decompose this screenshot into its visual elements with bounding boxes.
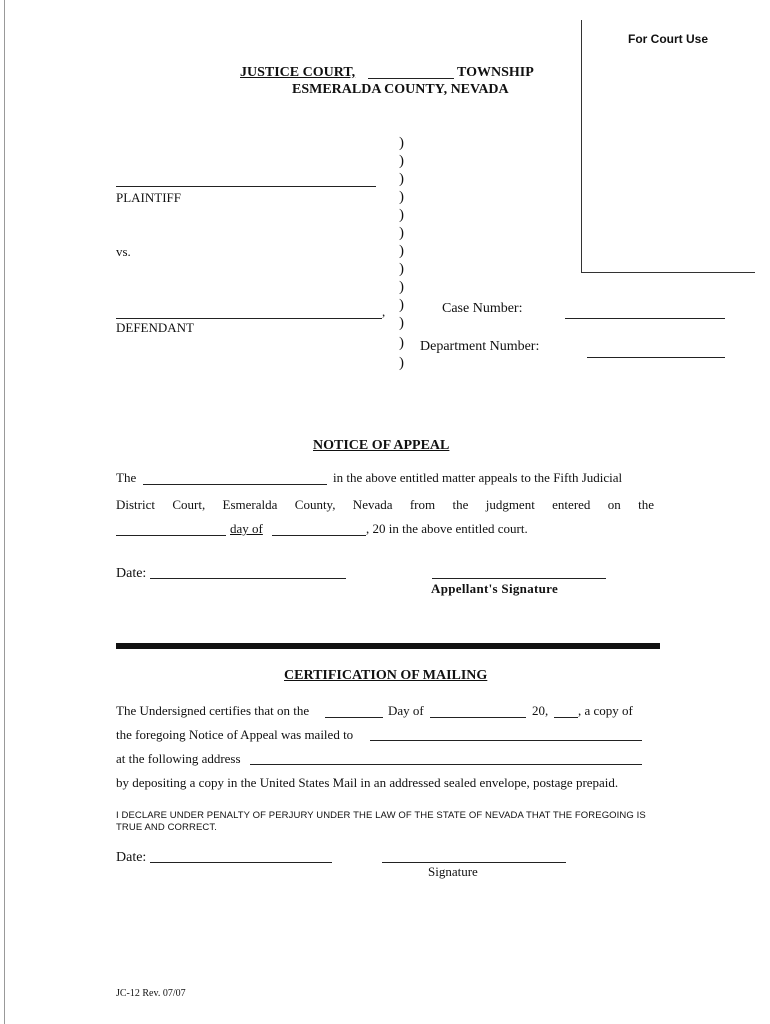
section-divider (116, 643, 660, 649)
notice-line3-end: , 20 in the above entitled court. (366, 521, 528, 536)
case-number-field[interactable] (565, 318, 725, 319)
notice-title: NOTICE OF APPEAL (313, 438, 450, 453)
cert-date-label: Date: (116, 850, 147, 865)
notice-line2: District Court, Esmeralda County, Nevada from the judgment entered on the (116, 497, 654, 512)
plaintiff-label: PLAINTIFF (116, 190, 182, 205)
judgment-month-field[interactable] (272, 535, 366, 536)
cert-line4: by depositing a copy in the United States Mail in an addressed sealed envelope, postage prepaid. (116, 775, 619, 790)
court-use-box-bottom (581, 272, 755, 273)
cert-year-field[interactable] (554, 717, 578, 718)
judgment-day-field[interactable] (116, 535, 226, 536)
notice-line1-start: The (116, 470, 137, 485)
cert-day-field[interactable] (325, 717, 383, 718)
defendant-label: DEFENDANT (116, 320, 194, 335)
appellant-name-field[interactable] (143, 484, 327, 485)
justice-court-heading (240, 65, 355, 81)
cert-date-field[interactable] (150, 862, 332, 863)
form-id: JC-12 Rev. 07/07 (116, 988, 186, 999)
cert-line1-start: The Undersigned certifies that on the (116, 703, 310, 718)
notice-line1-end: in the above entitled matter appeals to the Fifth Judicial (333, 470, 623, 485)
notice-date-field[interactable] (150, 578, 346, 579)
notice-date-label: Date: (116, 566, 147, 581)
plaintiff-name-line[interactable] (116, 186, 376, 187)
cert-copy-of: , a copy of (578, 703, 633, 718)
county-heading: ESMERALDA COUNTY, NEVADA (292, 82, 509, 97)
certification-title: CERTIFICATION OF MAILING (284, 668, 488, 683)
cert-line3: at the following address (116, 751, 241, 766)
cert-signature-field[interactable] (382, 862, 566, 863)
vs-label: vs. (116, 244, 131, 259)
defendant-comma: , (382, 304, 386, 319)
cert-month-field[interactable] (430, 717, 526, 718)
case-number-label: Case Number: (442, 301, 523, 316)
appellant-signature-field[interactable] (432, 578, 606, 579)
left-margin-rule (4, 0, 5, 1024)
appellant-signature-label: Appellant's Signature (431, 581, 559, 596)
township-label: TOWNSHIP (457, 65, 534, 80)
justice-court-label: JUSTICE COURT, (240, 65, 356, 80)
department-number-label: Department Number: (420, 339, 540, 354)
cert-line2: the foregoing Notice of Appeal was mailed to (116, 727, 354, 742)
court-use-box (581, 20, 582, 272)
cert-mailed-to-field[interactable] (370, 740, 642, 741)
cert-twenty: 20, (532, 703, 549, 718)
cert-address-field[interactable] (250, 764, 642, 765)
township-blank[interactable] (368, 78, 454, 79)
cert-day-of: Day of (388, 703, 424, 718)
cert-signature-label: Signature (428, 864, 478, 879)
defendant-name-line[interactable] (116, 318, 382, 319)
department-number-field[interactable] (587, 357, 725, 358)
notice-day-of: day of (230, 521, 263, 536)
court-use-label: For Court Use (628, 32, 709, 46)
perjury-declaration: I DECLARE UNDER PENALTY OF PERJURY UNDER THE LAW OF THE STATE OF NEVADA THAT THE FOREGOING IS TRUE AND CORRECT. (116, 810, 646, 833)
